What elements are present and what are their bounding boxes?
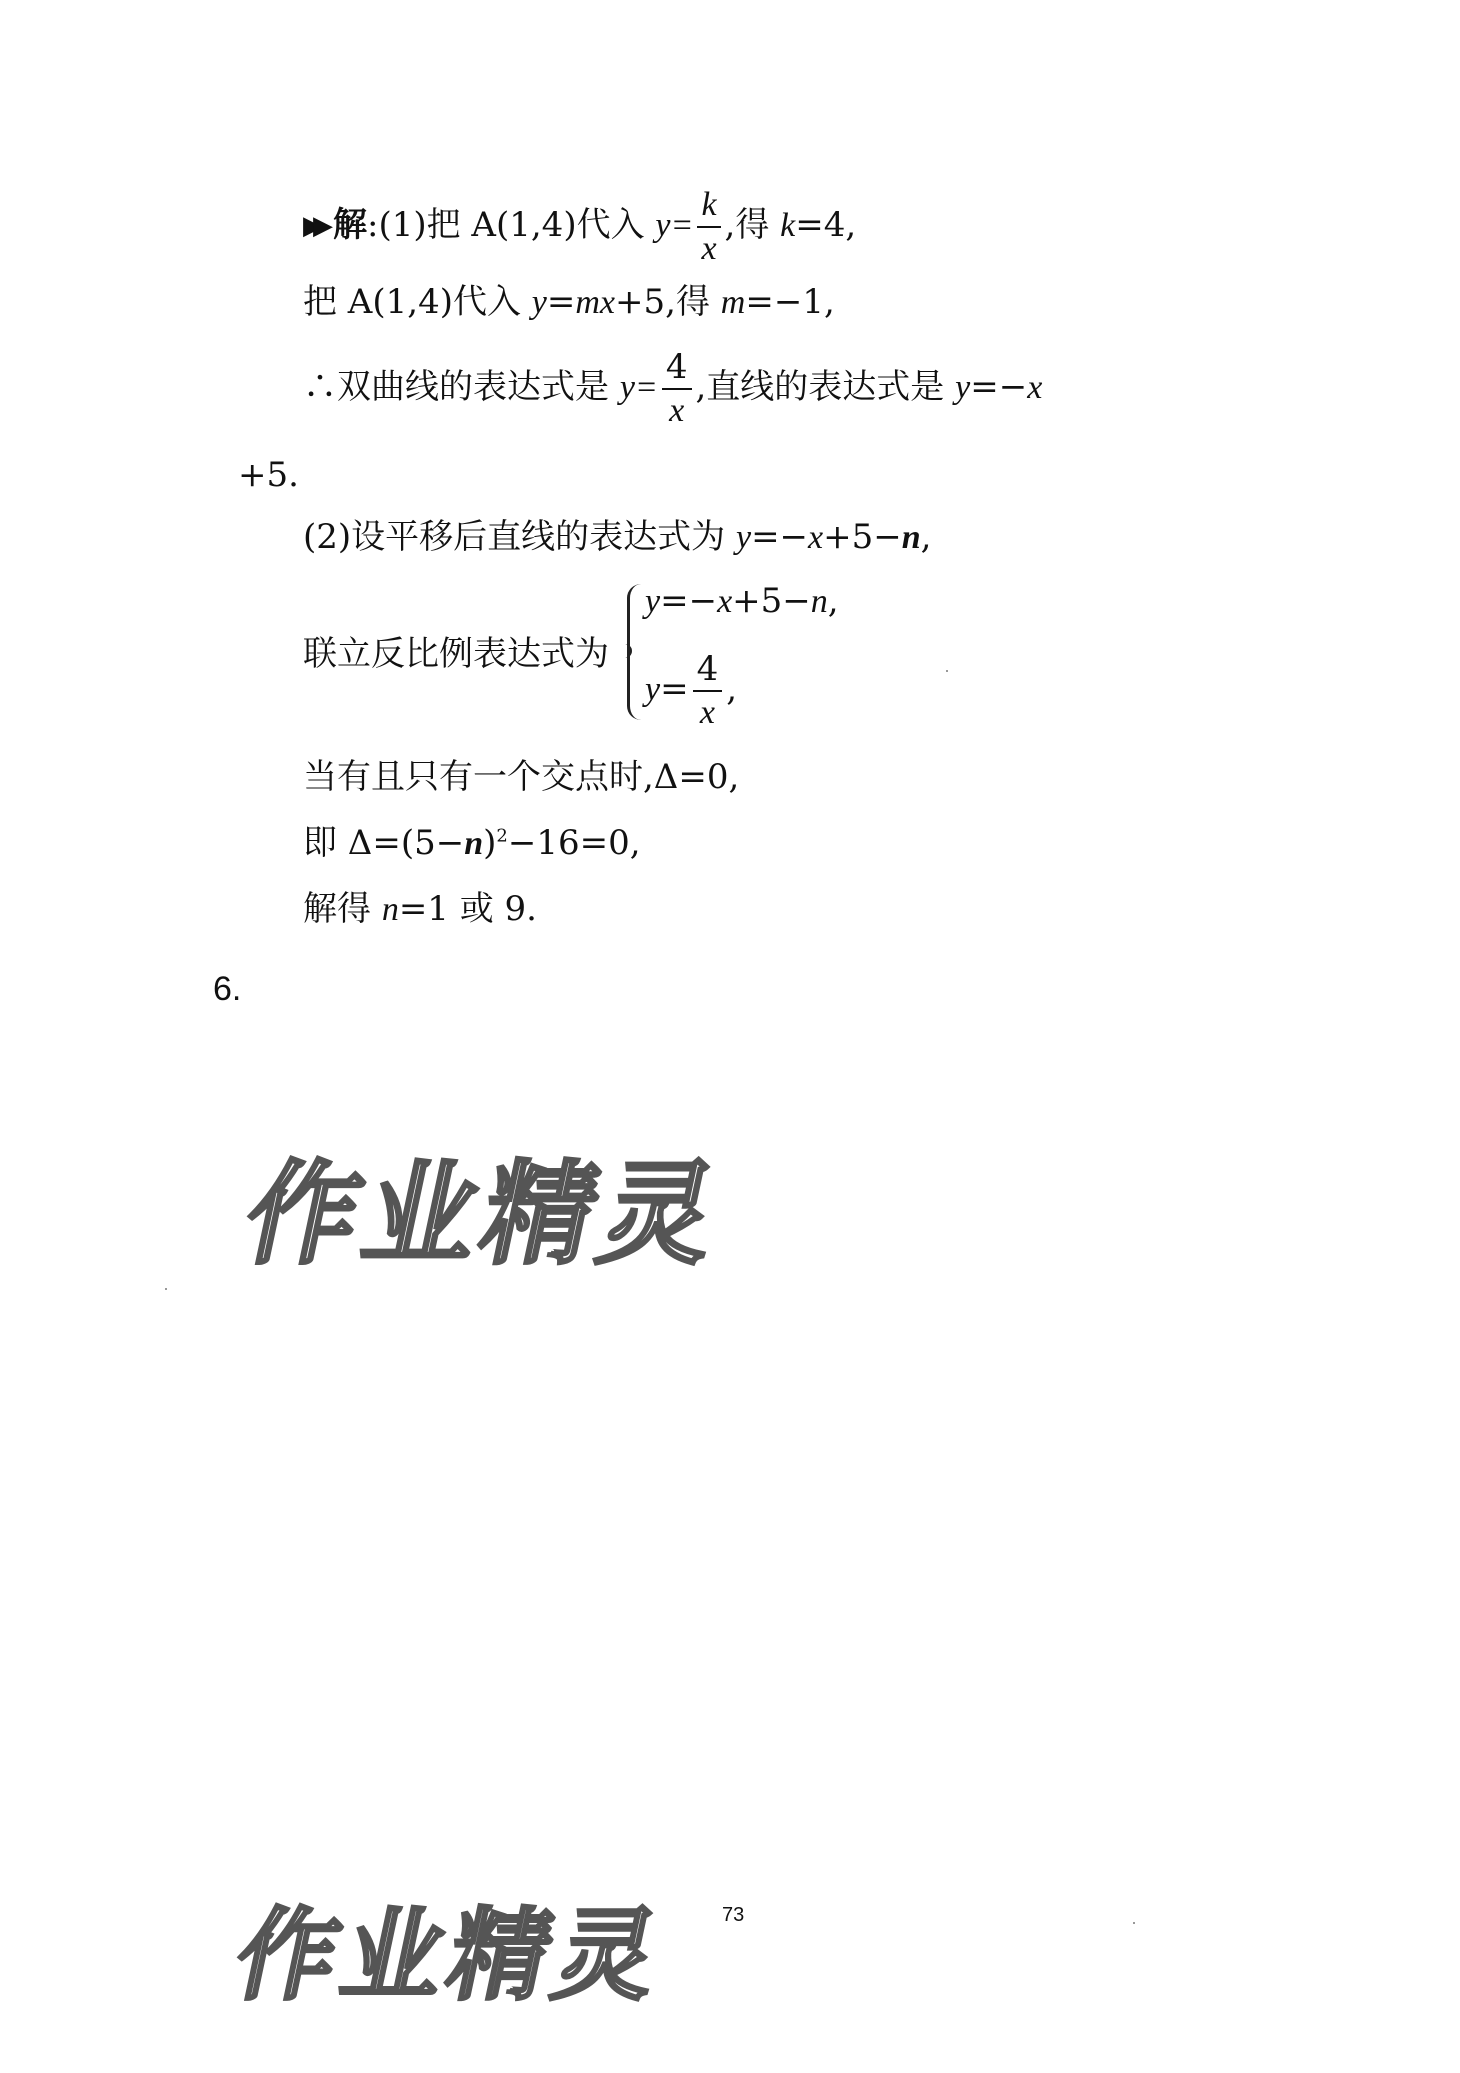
page-number: 73 [722,1904,745,1926]
system-brace [627,584,644,720]
solution-line-1: ▶▶ 解:(1)把 A(1,4)代入 y= $\frac{k}{x}$ ,得 k=4, [303,186,857,267]
system-label: 联立反比例表达式为 [303,634,609,674]
watermark-logo: 作业精灵 [234,1150,734,1280]
scan-speck [165,1288,167,1290]
scan-speck [1133,1922,1135,1924]
fraction-k-over-x: $\frac{k}{x}$ [697,188,720,266]
solution-line-6: 当有且只有一个交点时,Δ=0, [303,757,740,797]
solution-line-5: (2)设平移后直线的表达式为 y=−x+5−n, [303,517,932,557]
solution-line-3: ∴双曲线的表达式是 y= $\frac{4}{x}$ ,直线的表达式是 y=−x [303,347,1043,429]
watermark-logo-bottom: 作业精灵 [225,1897,675,2014]
solution-arrow-icon: ▶▶ [303,211,323,241]
system-equation-2: y= $\frac{4}{x}$ , [645,649,738,731]
question-number: 6. [213,970,242,1008]
fraction-4-over-x: $\frac{4}{x}$ [662,350,692,428]
scan-speck [946,670,948,672]
solution-line-2: 把 A(1,4)代入 y=mx+5,得 m=−1, [303,282,835,322]
system-equation-1: y=−x+5−n, [645,581,839,621]
solution-line-8: 解得 n=1 或 9. [303,889,537,929]
solution-line-7: 即 $\Delta=(5-n)^2-16=0$, [303,823,641,863]
solution-line-4: +5. [238,455,299,495]
fraction-4-over-x-system: $\frac{4}{x}$ [693,652,723,730]
